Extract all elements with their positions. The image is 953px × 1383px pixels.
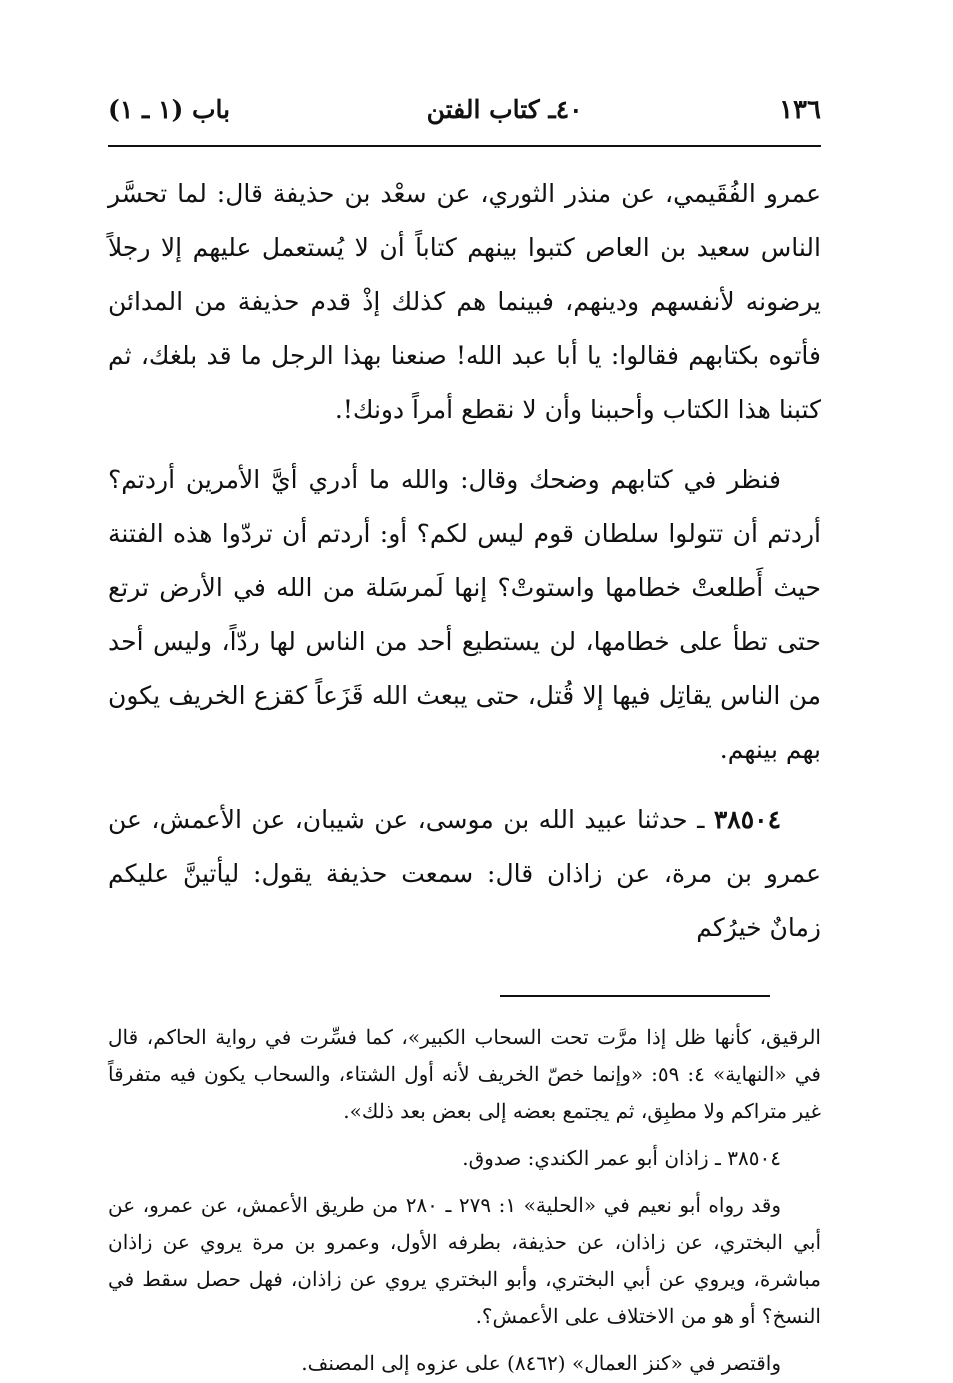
chapter-label: باب (١ ـ ١) bbox=[108, 95, 231, 124]
footnote: وقد رواه أبو نعيم في «الحلية» ١: ٢٧٩ ـ ٢٨٠ من طريق الأعمش، عن عمرو، عن أبي البختري، عن زاذان، عن حذيفة، بطرفه الأول، وعمرو بن مرة يروي عن زاذان مباشرة، ويروي عن أبي البختري، وأبو البختري يروي عن زاذان، فهل حصل سقط في النسخ؟ أو هو من الاختلاف على الأعمش؟. bbox=[108, 1193, 821, 1328]
footnotes bbox=[108, 1019, 821, 1382]
footnote: واقتصر في «كنز العمال» (٨٤٦٢) على عزوه إلى المصنف. bbox=[301, 1351, 781, 1375]
book-title: ٤٠ـ كتاب الفتن bbox=[426, 95, 583, 124]
footnote-divider bbox=[500, 995, 770, 997]
hadith-text: ـ حدثنا عبيد الله بن موسى، عن شيبان، عن الأعمش، عن عمرو بن مرة، عن زاذان قال: سمعت حذيفة يقول: ليأتينَّ عليكم زمانٌ خيرُكم bbox=[108, 805, 821, 942]
main-text bbox=[108, 167, 821, 955]
page-header bbox=[108, 95, 821, 147]
paragraph: عمرو الفُقَيمي، عن منذر الثوري، عن سعْد بن حذيفة قال: لما تحسَّر الناس سعيد بن العاص كتبوا بينهم كتاباً أن لا يُستعمل عليهم إلا رجلاً يرضونه لأنفسهم ودينهم، فبينما هم كذلك إذْ قدم حذيفة من المدائن فأتوه بكتابهم فقالوا: يا أبا عبد الله! صنعنا بهذا الرجل ما قد بلغك، ثم كتبنا هذا الكتاب وأحببنا وأن لا نقطع أمراً دونك!. bbox=[108, 179, 821, 424]
footnote: الرقيق، كأنها ظل إذا مرَّت تحت السحاب الكبير»، كما فسِّرت في رواية الحاكم، قال في «النهاية» ٤: ٥٩: «وإنما خصّ الخريف لأنه أول الشتاء، والسحاب يكون فيه متفرقاً غير متراكم ولا مطبِق، ثم يجتمع بعضه إلى بعض بعد ذلك». bbox=[108, 1025, 821, 1123]
footnote: ٣٨٥٠٤ ـ زاذان أبو عمر الكندي: صدوق. bbox=[462, 1146, 781, 1170]
hadith-number: ٣٨٥٠٤ bbox=[713, 805, 781, 834]
page-number: ١٣٦ bbox=[779, 95, 821, 125]
paragraph: فنظر في كتابهم وضحك وقال: والله ما أدري أيَّ الأمرين أردتم؟ أردتم أن تتولوا سلطان قوم ليس لكم؟ أو: أردتم أن تردّوا هذه الفتنة حيث أَطلعتْ خطامها واستوتْ؟ إنها لَمرسَلة من الله في الأرض ترتع حتى تطأ على خطامها، لن يستطيع أحد من الناس لها ردّاً، وليس أحد من الناس يقاتِل فيها إلا قُتل، حتى يبعث الله قَزَعاً كقزع الخريف يكون بهم بينهم. bbox=[108, 465, 821, 764]
hadith-paragraph bbox=[108, 793, 821, 955]
